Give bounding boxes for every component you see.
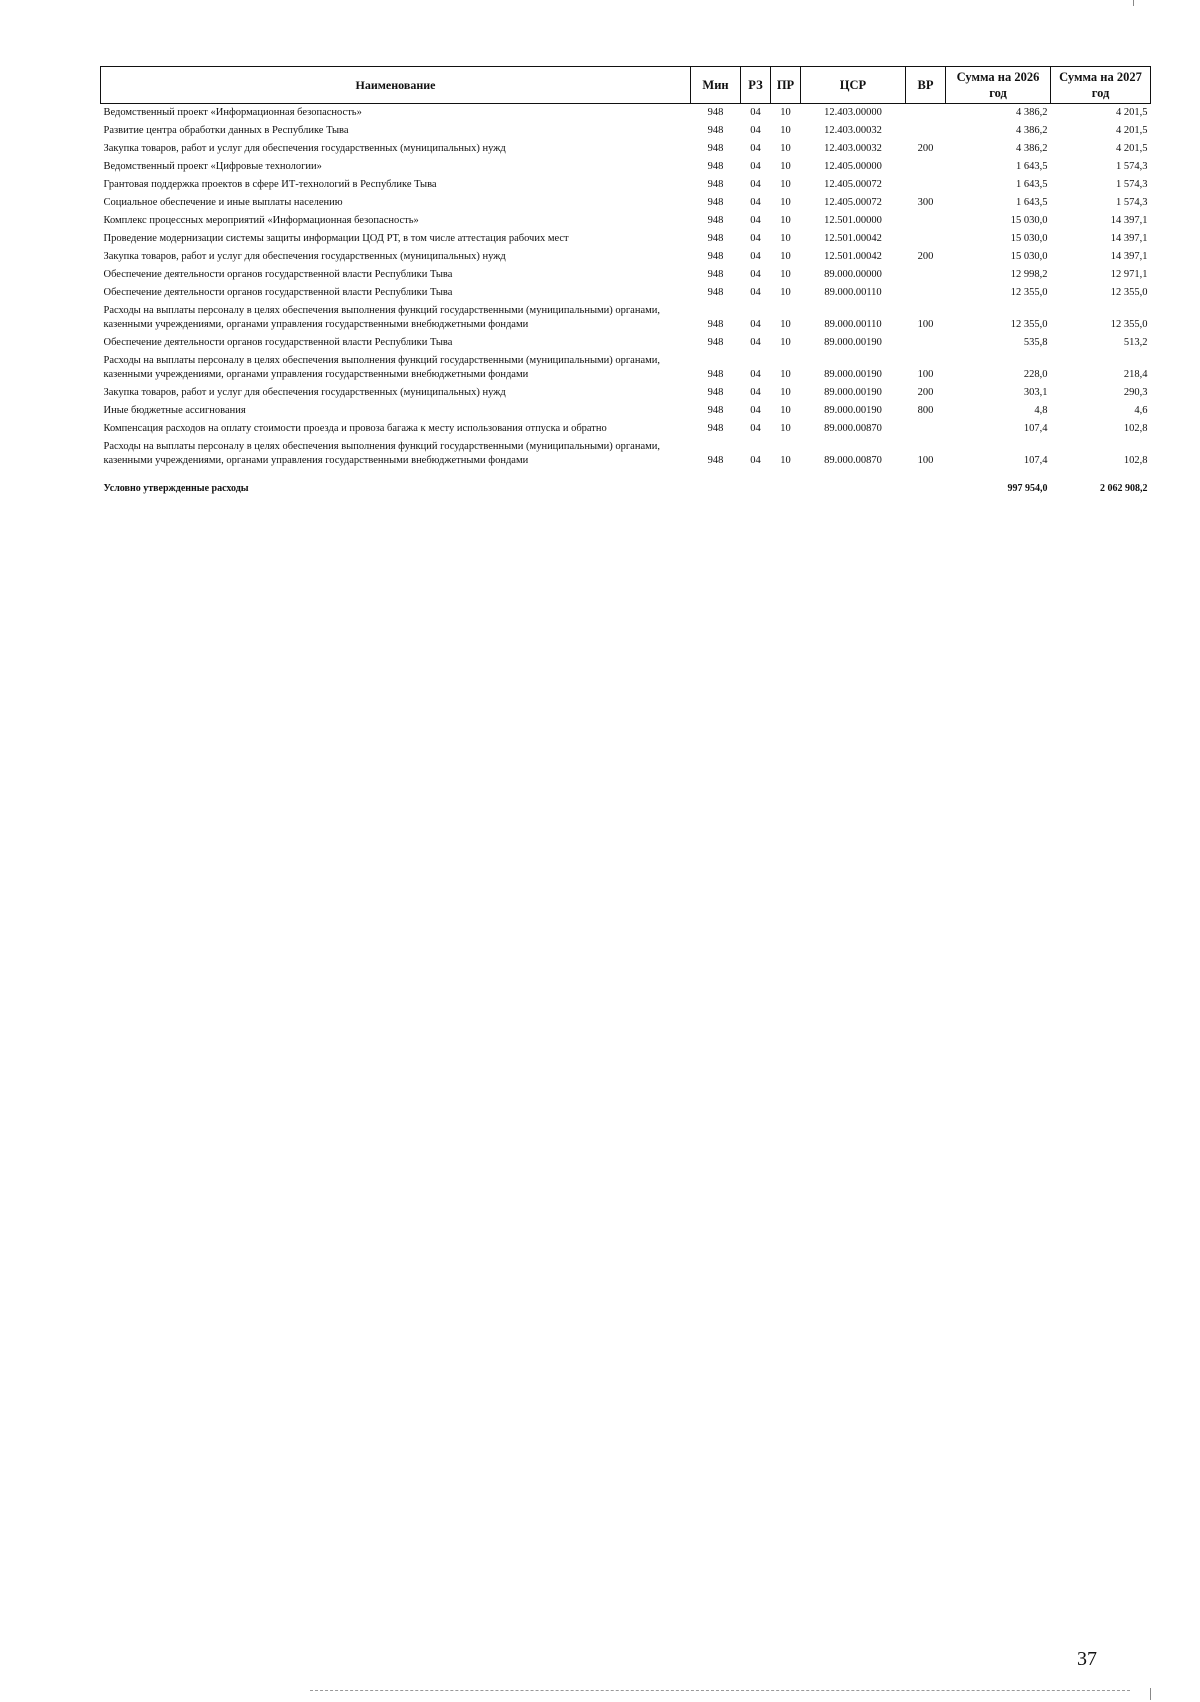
row-name: Проведение модернизации системы защиты информации ЦОД РТ, в том числе аттестация рабочих мест xyxy=(103,233,569,244)
row-csr: 89.000.00190 xyxy=(824,405,882,416)
row-sum-2026: 4 386,2 xyxy=(1016,125,1048,136)
row-rz: 04 xyxy=(750,251,761,262)
row-name: Закупка товаров, работ и услуг для обеспечения государственных (муниципальных) нужд xyxy=(103,251,506,262)
row-rz: 04 xyxy=(750,369,761,380)
table-row xyxy=(101,122,1151,140)
row-name: Обеспечение деятельности органов государственной власти Республики Тыва xyxy=(103,269,453,280)
table-row xyxy=(101,158,1151,176)
table-header-row xyxy=(101,67,1151,104)
row-pr: 10 xyxy=(780,215,791,226)
row-sum-2027: 102,8 xyxy=(1123,423,1148,434)
row-vr: 200 xyxy=(917,387,934,398)
row-csr: 12.403.00032 xyxy=(824,125,882,136)
total-sum-2027: 2 062 908,2 xyxy=(1100,483,1148,494)
row-sum-2027: 290,3 xyxy=(1123,387,1148,398)
row-sum-2027: 4 201,5 xyxy=(1116,107,1148,118)
row-rz: 04 xyxy=(750,197,761,208)
row-rz: 04 xyxy=(750,143,761,154)
row-sum-2026: 12 355,0 xyxy=(1010,287,1048,298)
row-pr: 10 xyxy=(780,179,791,190)
row-sum-2026: 107,4 xyxy=(1023,455,1048,466)
total-sum-2026: 997 954,0 xyxy=(1007,483,1048,494)
row-rz: 04 xyxy=(750,387,761,398)
row-sum-2026: 107,4 xyxy=(1023,423,1048,434)
row-vr: 300 xyxy=(917,197,934,208)
header-sum-2027: Сумма на 2027 год xyxy=(1051,67,1151,104)
empty-cell xyxy=(771,480,801,498)
header-name: Наименование xyxy=(101,67,691,104)
row-csr: 89.000.00000 xyxy=(824,269,882,280)
row-csr: 12.403.00000 xyxy=(824,107,882,118)
row-vr xyxy=(906,230,946,248)
row-sum-2026: 15 030,0 xyxy=(1010,251,1048,262)
row-sum-2027: 1 574,3 xyxy=(1116,197,1148,208)
header-pr: ПР xyxy=(771,67,801,104)
empty-cell xyxy=(691,480,741,498)
row-pr: 10 xyxy=(780,197,791,208)
table-body xyxy=(101,104,1151,499)
row-sum-2027: 4 201,5 xyxy=(1116,143,1148,154)
row-rz: 04 xyxy=(750,161,761,172)
header-vr: ВР xyxy=(906,67,946,104)
row-csr: 89.000.00110 xyxy=(824,319,882,330)
row-sum-2026: 4 386,2 xyxy=(1016,143,1048,154)
row-min: 948 xyxy=(707,269,724,280)
row-rz: 04 xyxy=(750,125,761,136)
row-pr: 10 xyxy=(780,251,791,262)
row-csr: 12.403.00032 xyxy=(824,143,882,154)
row-sum-2026: 15 030,0 xyxy=(1010,215,1048,226)
row-name: Ведомственный проект «Информационная безопасность» xyxy=(103,107,362,118)
table-row xyxy=(101,420,1151,438)
row-sum-2026: 4,8 xyxy=(1034,405,1048,416)
row-vr xyxy=(906,104,946,123)
row-name: Развитие центра обработки данных в Республике Тыва xyxy=(103,125,349,136)
row-sum-2027: 102,8 xyxy=(1123,455,1148,466)
row-sum-2026: 1 643,5 xyxy=(1016,161,1048,172)
row-pr: 10 xyxy=(780,387,791,398)
row-min: 948 xyxy=(707,125,724,136)
row-name: Обеспечение деятельности органов государственной власти Республики Тыва xyxy=(103,337,453,348)
row-min: 948 xyxy=(707,107,724,118)
row-min: 948 xyxy=(707,251,724,262)
row-name: Компенсация расходов на оплату стоимости проезда и провоза багажа к месту использования отпуска и обратно xyxy=(103,423,607,434)
row-sum-2027: 513,2 xyxy=(1123,337,1148,348)
row-pr: 10 xyxy=(780,161,791,172)
row-name: Закупка товаров, работ и услуг для обеспечения государственных (муниципальных) нужд xyxy=(103,387,506,398)
row-min: 948 xyxy=(707,215,724,226)
bottom-scan-line xyxy=(310,1690,1130,1691)
row-min: 948 xyxy=(707,455,724,466)
table-row xyxy=(101,140,1151,158)
row-sum-2026: 12 998,2 xyxy=(1010,269,1048,280)
row-sum-2026: 228,0 xyxy=(1023,369,1048,380)
table-row xyxy=(101,104,1151,123)
row-rz: 04 xyxy=(750,455,761,466)
row-min: 948 xyxy=(707,369,724,380)
row-min: 948 xyxy=(707,405,724,416)
row-csr: 89.000.00870 xyxy=(824,423,882,434)
row-pr: 10 xyxy=(780,233,791,244)
row-sum-2027: 12 971,1 xyxy=(1110,269,1148,280)
row-pr: 10 xyxy=(780,369,791,380)
row-rz: 04 xyxy=(750,215,761,226)
row-vr xyxy=(906,212,946,230)
row-name: Социальное обеспечение и иные выплаты населению xyxy=(103,197,343,208)
scan-mark xyxy=(1133,0,1134,6)
row-min: 948 xyxy=(707,143,724,154)
row-vr: 100 xyxy=(917,455,934,466)
header-csr: ЦСР xyxy=(801,67,906,104)
empty-cell xyxy=(741,480,771,498)
row-min: 948 xyxy=(707,423,724,434)
row-rz: 04 xyxy=(750,179,761,190)
row-min: 948 xyxy=(707,233,724,244)
row-min: 948 xyxy=(707,319,724,330)
page-number: 37 xyxy=(1077,1648,1097,1670)
row-csr: 12.501.00000 xyxy=(824,215,882,226)
table-row xyxy=(101,438,1151,470)
table-row xyxy=(101,284,1151,302)
row-pr: 10 xyxy=(780,269,791,280)
row-sum-2026: 4 386,2 xyxy=(1016,107,1048,118)
row-sum-2027: 4 201,5 xyxy=(1116,125,1148,136)
row-csr: 89.000.00190 xyxy=(824,387,882,398)
row-pr: 10 xyxy=(780,405,791,416)
row-rz: 04 xyxy=(750,337,761,348)
header-sum-2026: Сумма на 2026 год xyxy=(946,67,1051,104)
row-pr: 10 xyxy=(780,455,791,466)
empty-cell xyxy=(801,480,906,498)
row-name: Обеспечение деятельности органов государственной власти Республики Тыва xyxy=(103,287,453,298)
row-rz: 04 xyxy=(750,107,761,118)
row-vr: 100 xyxy=(917,319,934,330)
row-name: Закупка товаров, работ и услуг для обеспечения государственных (муниципальных) нужд xyxy=(103,143,506,154)
row-sum-2027: 12 355,0 xyxy=(1110,287,1148,298)
row-name: Иные бюджетные ассигнования xyxy=(103,405,246,416)
row-csr: 89.000.00190 xyxy=(824,337,882,348)
row-sum-2027: 1 574,3 xyxy=(1116,161,1148,172)
row-pr: 10 xyxy=(780,319,791,330)
row-sum-2026: 1 643,5 xyxy=(1016,197,1048,208)
row-vr xyxy=(906,420,946,438)
row-sum-2026: 15 030,0 xyxy=(1010,233,1048,244)
row-csr: 12.405.00072 xyxy=(824,197,882,208)
row-min: 948 xyxy=(707,387,724,398)
table-row xyxy=(101,176,1151,194)
row-rz: 04 xyxy=(750,233,761,244)
budget-table xyxy=(100,66,1151,498)
row-min: 948 xyxy=(707,179,724,190)
table-row xyxy=(101,212,1151,230)
row-sum-2026: 12 355,0 xyxy=(1010,319,1048,330)
row-vr xyxy=(906,176,946,194)
row-csr: 12.501.00042 xyxy=(824,251,882,262)
row-sum-2027: 1 574,3 xyxy=(1116,179,1148,190)
row-pr: 10 xyxy=(780,143,791,154)
row-vr xyxy=(906,266,946,284)
empty-cell xyxy=(906,480,946,498)
row-sum-2027: 4,6 xyxy=(1134,405,1148,416)
row-csr: 12.405.00072 xyxy=(824,179,882,190)
header-min: Мин xyxy=(691,67,741,104)
row-sum-2026: 535,8 xyxy=(1023,337,1048,348)
total-name: Условно утвержденные расходы xyxy=(103,483,249,494)
row-sum-2027: 14 397,1 xyxy=(1110,251,1148,262)
row-pr: 10 xyxy=(780,423,791,434)
row-vr xyxy=(906,158,946,176)
row-vr: 800 xyxy=(917,405,934,416)
row-csr: 12.501.00042 xyxy=(824,233,882,244)
row-pr: 10 xyxy=(780,125,791,136)
row-csr: 12.405.00000 xyxy=(824,161,882,172)
row-sum-2027: 12 355,0 xyxy=(1110,319,1148,330)
row-csr: 89.000.00110 xyxy=(824,287,882,298)
row-min: 948 xyxy=(707,161,724,172)
table-row xyxy=(101,266,1151,284)
row-sum-2026: 303,1 xyxy=(1023,387,1048,398)
spacer-row xyxy=(101,470,1151,480)
table-row xyxy=(101,302,1151,334)
table-row xyxy=(101,248,1151,266)
row-vr: 100 xyxy=(917,369,934,380)
row-min: 948 xyxy=(707,337,724,348)
row-name: Расходы на выплаты персоналу в целях обеспечения выполнения функций государственными (муниципальными) органами, казенными учреждениями, органами управления государственными внебюджетными фондами xyxy=(103,355,661,380)
row-vr xyxy=(906,284,946,302)
row-rz: 04 xyxy=(750,319,761,330)
table-row xyxy=(101,230,1151,248)
row-vr xyxy=(906,122,946,140)
row-sum-2027: 14 397,1 xyxy=(1110,233,1148,244)
total-row xyxy=(101,480,1151,498)
row-min: 948 xyxy=(707,287,724,298)
row-name: Комплекс процессных мероприятий «Информационная безопасность» xyxy=(103,215,419,226)
table-row xyxy=(101,334,1151,352)
header-rz: РЗ xyxy=(741,67,771,104)
row-sum-2027: 218,4 xyxy=(1123,369,1148,380)
row-name: Грантовая поддержка проектов в сфере ИТ-технологий в Республике Тыва xyxy=(103,179,437,190)
row-pr: 10 xyxy=(780,107,791,118)
row-rz: 04 xyxy=(750,269,761,280)
row-pr: 10 xyxy=(780,287,791,298)
row-pr: 10 xyxy=(780,337,791,348)
row-vr: 200 xyxy=(917,251,934,262)
row-vr: 200 xyxy=(917,143,934,154)
table-row xyxy=(101,352,1151,384)
row-name: Расходы на выплаты персоналу в целях обеспечения выполнения функций государственными (муниципальными) органами, казенными учреждениями, органами управления государственными внебюджетными фондами xyxy=(103,441,661,466)
table-row xyxy=(101,384,1151,402)
row-rz: 04 xyxy=(750,287,761,298)
row-name: Расходы на выплаты персоналу в целях обеспечения выполнения функций государственными (муниципальными) органами, казенными учреждениями, органами управления государственными внебюджетными фондами xyxy=(103,305,661,330)
row-sum-2027: 14 397,1 xyxy=(1110,215,1148,226)
row-name: Ведомственный проект «Цифровые технологии» xyxy=(103,161,322,172)
row-rz: 04 xyxy=(750,405,761,416)
row-sum-2026: 1 643,5 xyxy=(1016,179,1048,190)
row-csr: 89.000.00190 xyxy=(824,369,882,380)
row-csr: 89.000.00870 xyxy=(824,455,882,466)
row-min: 948 xyxy=(707,197,724,208)
row-rz: 04 xyxy=(750,423,761,434)
row-vr xyxy=(906,334,946,352)
scan-mark xyxy=(1150,1688,1151,1700)
table-row xyxy=(101,194,1151,212)
table-row xyxy=(101,402,1151,420)
